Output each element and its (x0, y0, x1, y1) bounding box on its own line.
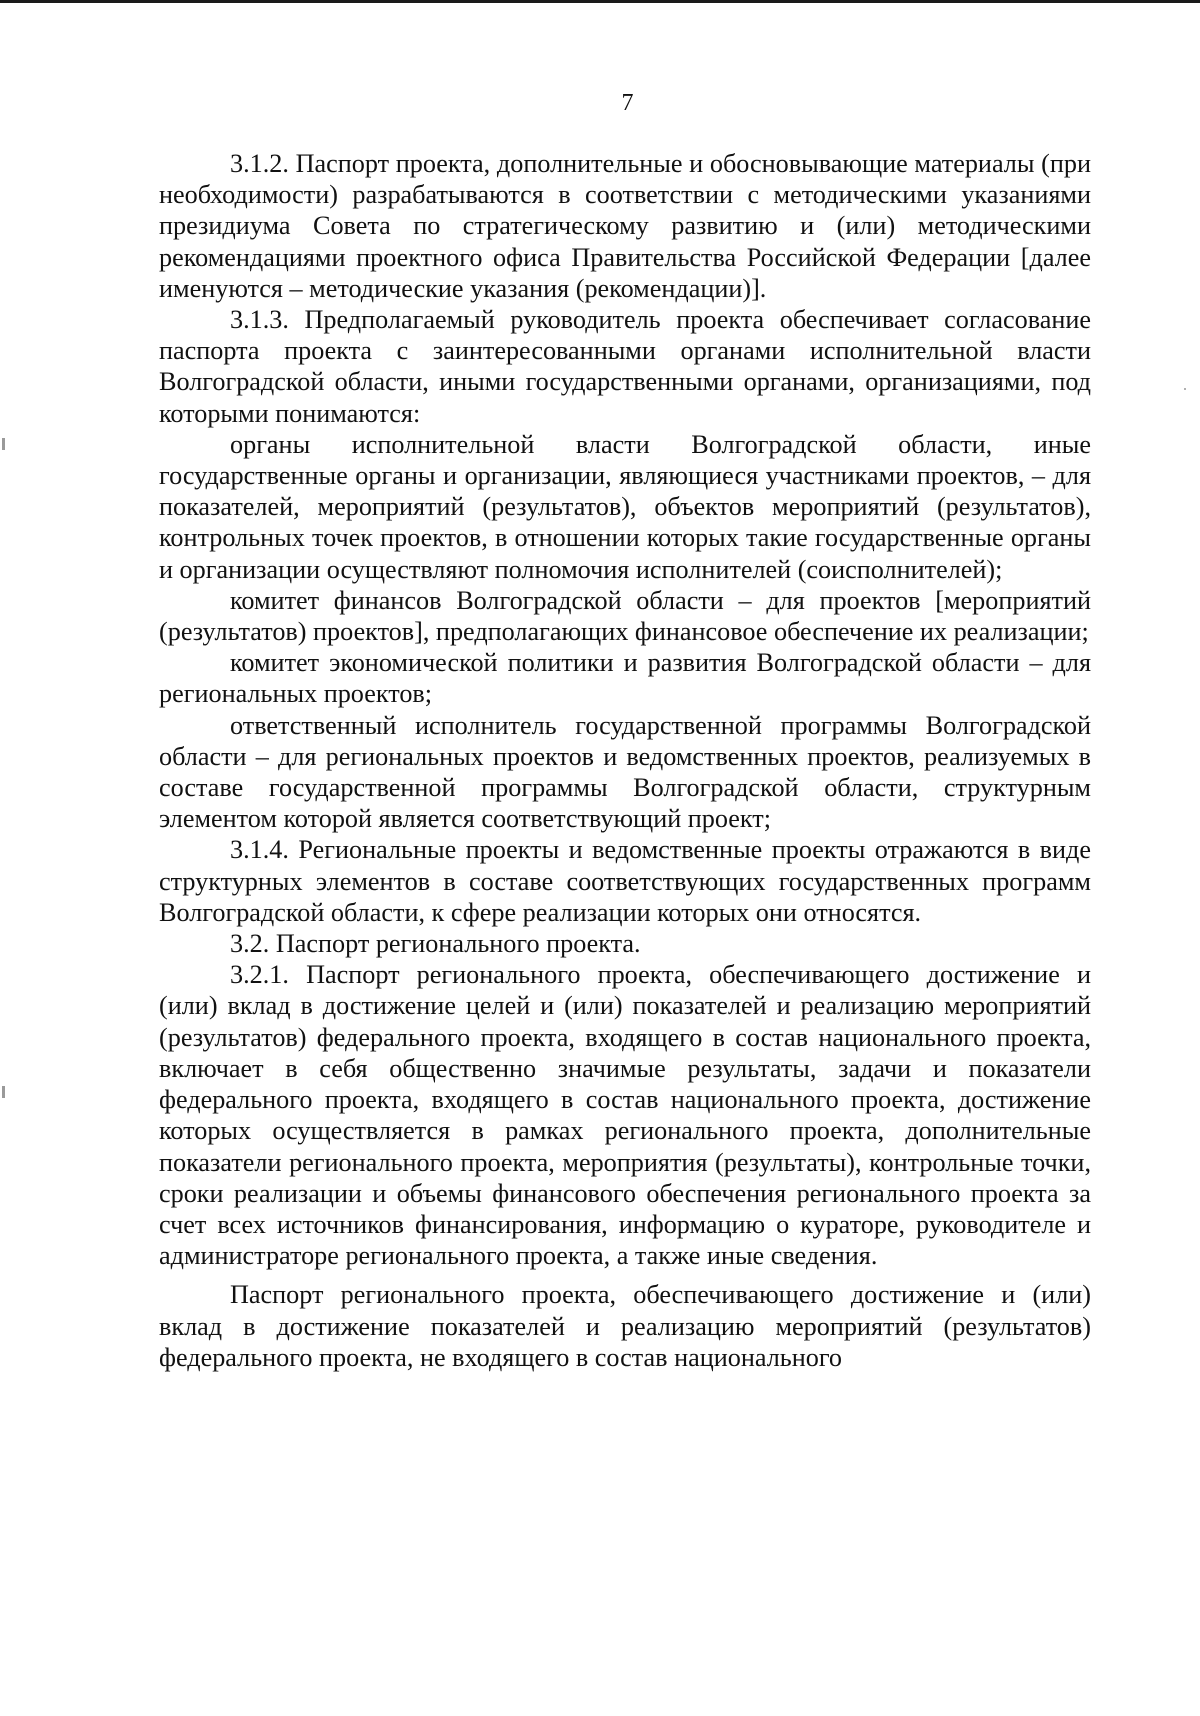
page-number: 7 (621, 90, 634, 116)
paragraph-passport-federal: Паспорт регионального проекта, обеспечивающего достижение и (или) вклад в достижение показателей и реализацию мероприятий (результатов) федерального проекта, не входящего в состав национального (159, 1280, 1091, 1372)
list-item-economic-committee: комитет экономической политики и развития Волгоградской области – для региональных проектов; (159, 648, 1091, 709)
list-item-executive-bodies: органы исполнительной власти Волгоградской области, иные государственные органы и организации, являющиеся участниками проектов, – для показателей, мероприятий (результатов), объектов мероприятий (результатов), контрольных точек проектов, в отношении которых такие государственные органы и организации осуществляют полномочия исполнителей (соисполнителей); (159, 429, 1091, 584)
scan-top-border (0, 0, 1200, 3)
document-body (159, 148, 1091, 1373)
list-item-finance-committee: комитет финансов Волгоградской области – для проектов [мероприятий (результатов) проектов], предполагающих финансовое обеспечение их реализации; (159, 585, 1091, 647)
paragraph-3-1-3: 3.1.3. Предполагаемый руководитель проекта обеспечивает согласование паспорта проекта с заинтересованными органами исполнительной власти Волгоградской области, иными государственными органами, организациями, под которыми понимаются: (159, 305, 1091, 428)
scan-margin-mark (2, 1086, 5, 1098)
paragraph-3-1-2: 3.1.2. Паспорт проекта, дополнительные и обосновывающие материалы (при необходимости) разрабатываются в соответствии с методическими указаниями президиума Совета по стратегическому развитию и (или) методическими рекомендациями проектного офиса Правительства Российской Федерации [далее именуются – методические указания (рекомендации)]. (159, 149, 1091, 303)
paragraph-3-1-4: 3.1.4. Региональные проекты и ведомственные проекты отражаются в виде структурных элементов в составе соответствующих государственных программ Волгоградской области, к сфере реализации которых они относятся. (159, 835, 1091, 927)
scan-speck (1184, 388, 1186, 390)
paragraph-3-2-1: 3.2.1. Паспорт регионального проекта, обеспечивающего достижение и (или) вклад в достижение целей и (или) показателей и реализацию мероприятий (результатов) федерального проекта, входящего в состав национального проекта, включает в себя общественно значимые результаты, задачи и показатели федерального проекта, входящего в состав национального проекта, достижение которых осуществляется в рамках регионального проекта, дополнительные показатели регионального проекта, мероприятия (результаты), контрольные точки, сроки реализации и объемы финансового обеспечения регионального проекта за счет всех источников финансирования, информацию о кураторе, руководителе и администраторе регионального проекта, а также иные сведения. (159, 960, 1091, 1271)
section-heading-3-2: 3.2. Паспорт регионального проекта. (230, 929, 641, 959)
scan-margin-mark (2, 438, 5, 450)
list-item-responsible-executor: ответственный исполнитель государственной программы Волгоградской области – для региональных проектов и ведомственных проектов, реализуемых в составе государственной программы Волгоградской области, структурным элементом которой является соответствующий проект; (159, 710, 1091, 834)
